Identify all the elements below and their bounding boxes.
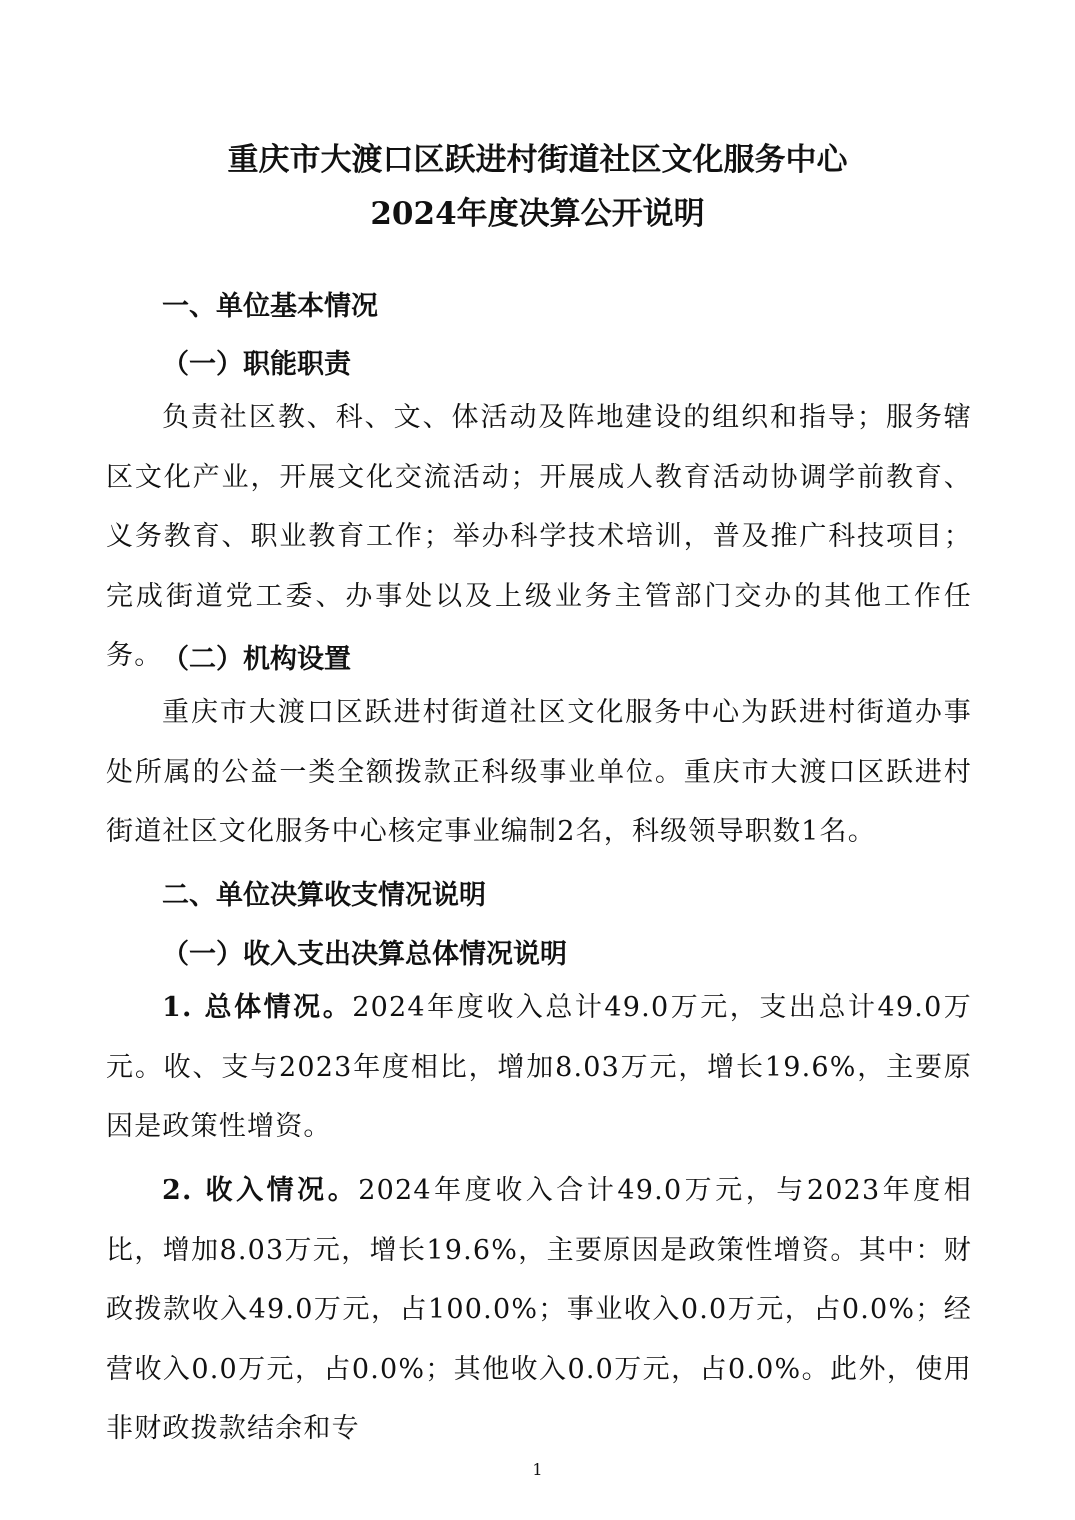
document-title-line2: 2024年度决算公开说明 [370,196,705,232]
section1-heading: 一、单位基本情况 [162,291,378,322]
income-situation-label: 2. 收入情况。 [162,1175,359,1206]
overall-situation-text: 2024年度收入总计49.0万元，支出总计49.0万元。收、支与2023年度相比，增加8.03万元，增长19.6%，主要原因是政策性增资。 [106,992,972,1142]
section2-heading: 二、单位决算收支情况说明 [162,880,486,911]
page-number: 1 [532,1460,543,1479]
overall-situation-label: 1. 总体情况。 [162,992,353,1023]
section1-sub2-heading: （二）机构设置 [162,644,351,675]
section1-sub1-heading: （一）职能职责 [162,349,351,380]
income-situation-text: 2024年度收入合计49.0万元，与2023年度相比，增加8.03万元，增长19.6%，主要原因是政策性增资。其中：财政拨款收入49.0万元，占100.0%；事业收入0.0万元，占0.0%；经营收入0.0万元，占0.0%；其他收入0.0万元，占0.0%。此外，使用非财政拨款结余和专 [106,1175,972,1444]
section1-sub2-paragraph: 重庆市大渡口区跃进村街道社区文化服务中心为跃进村街道办事处所属的公益一类全额拨款正科级事业单位。重庆市大渡口区跃进村街道社区文化服务中心核定事业编制2名，科级领导职数1名。 [106,697,972,847]
overall-situation-paragraph [106,978,972,1157]
section2-sub1-heading: （一）收入支出决算总体情况说明 [162,939,567,970]
document-title-line1: 重庆市大渡口区跃进村街道社区文化服务中心 [227,142,848,178]
section1-sub1-paragraph: 负责社区教、科、文、体活动及阵地建设的组织和指导；服务辖区文化产业，开展文化交流活动；开展成人教育活动协调学前教育、义务教育、职业教育工作；举办科学技术培训，普及推广科技项目；完成街道党工委、办事处以及上级业务主管部门交办的其他工作任务。 [106,402,972,671]
income-situation-paragraph [106,1161,972,1459]
